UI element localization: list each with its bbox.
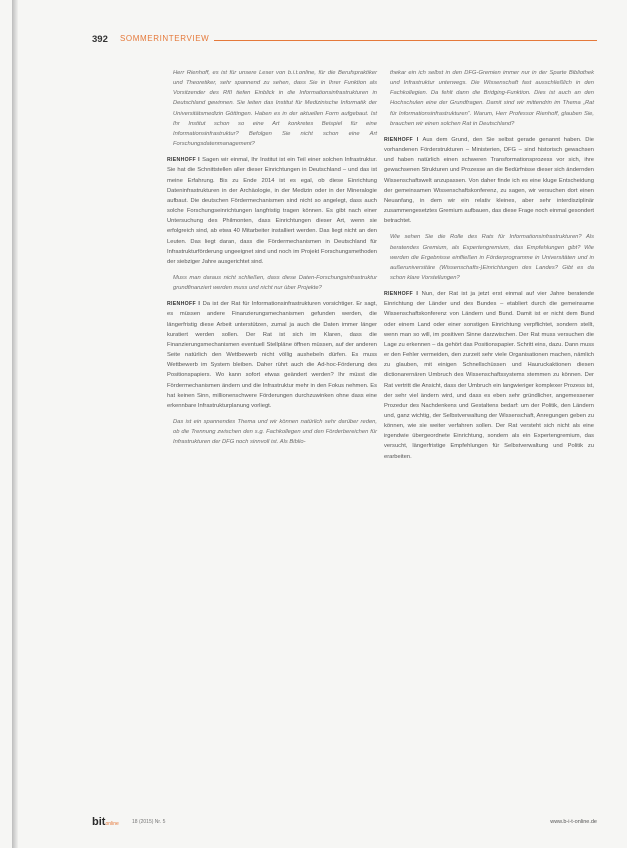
speaker-label: RIENHOFF [384, 136, 413, 143]
magazine-logo: bitonline [92, 816, 119, 828]
interview-question [384, 68, 594, 129]
question-text: thekar ein ich selbst in den DFG-Gremien immer nur in der Sparte Bibliothek und Infrastruktur unterwegs. Die Wissenschaft fast ausschließlich in den Fachkollegien. Da fehlt dann die Bridging-Funktion. Dies ist auch an den Hochschulen eine der Grundfragen. Damit sind wir mittendrin im Thema „Rat für Informationsinfrastrukturen“. Warum, Herr Professor Rienhoff, glauben Sie, brauchen wir einen solchen Rat in Deutschland? [390, 70, 594, 127]
page-header [92, 34, 597, 46]
speaker-label: RIENHOFF [167, 157, 196, 164]
answer-text: Da ist der Rat für Informationsinfrastrukturen vorsichtiger. Er sagt, es müssen andere Finanzierungsmechanismen gefunden werden, die längerfristig diese Arbeit unterstützen, zumal ja auch die Daten immer länger kuratiert werden sollen. Der Rat ist sich im Klaren, dass die Finanzierungsmechanismen eventuell Stellpläne öffnen müssen, auf der anderen Seite natürlich den Wettbewerb nicht völlig aushebeln dürfen. Es muss Wettbewerb im System bleiben. Daher rührt auch die Ad-hoc-Förderung des Positionspapiers. Wo kann sofort etwas geändert werden? Ihr müsst die Fördermechanismen ändern und die Infrastruktur mehr in den Fokus nehmen. Es hat keinen Sinn, millionenschwere Förderungen durchzuwinken ohne dass eine erkennbare Infrastrukturplanung vorliegt. [167, 301, 377, 409]
header-rule [214, 40, 597, 41]
question-text: Herr Rienhoff, es ist für unsere Leser von b.i.t.online, für die Berufspraktiker und Theoretiker, sehr spannend zu sehen, dass Sie in Ihrer Funktion als Vorsitzender des RfII tiefen Einblick in die Informationsinfrastrukturen in Deutschland gewinnen. Sie leiten das Institut für Medizinische Informatik der Universitätsmedizin Göttingen. Haben es in der aktuellen Form aufgebaut. Ist Ihr Institut schon so eine Art konkretes Beispiel für eine Informationsinfrastruktur? Befolgen Sie nicht schon eine Art Forschungsdatenmanagement? [173, 70, 377, 148]
question-text: Wie sehen Sie die Rolle des Rats für Informationsinfrastrukturen? Als beratendes Gremium, als Expertengremium, das Empfehlungen gibt? Wie werden die Ergebnisse einfließen in Förderprogramme in Universitäten und in außeruniversitäre (Wissenschafts-)Einrichtungen des Landes? Gibt es da schon klare Vorstellungen? [390, 234, 594, 281]
interview-question [167, 68, 377, 149]
speaker-label: RIENHOFF [167, 301, 196, 308]
section-title: SOMMERINTERVIEW [120, 34, 210, 43]
speaker-label: RIENHOFF [384, 291, 413, 298]
interview-answer: RIENHOFF I Da ist der Rat für Informationsinfrastrukturen vorsichtiger. Er sagt, es müssen andere Finanzierungsmechanismen gefunden werden, die längerfristig diese Arbeit unterstützen, zumal ja auch die Daten immer länger kuratiert werden sollen. Der Rat ist sich im Klaren, dass die Finanzierungsmechanismen eventuell Stellpläne öffnen müssen, auf der anderen Seite natürlich den Wettbewerb nicht völlig aushebeln dürfen. Es muss Wettbewerb im System bleiben. Daher rührt auch die Ad-hoc-Förderung des Positionspapiers. Wo kann sofort etwas geändert werden? Ihr müsst die Fördermechanismen ändern und die Infrastruktur mehr in den Fokus nehmen. Es hat keinen Sinn, millionenschwere Förderungen durchzuwinken ohne dass eine erkennbare Infrastrukturplanung vorliegt. [167, 301, 377, 409]
interview-question [384, 232, 594, 283]
interview-question [167, 273, 377, 293]
interview-answer: RIENHOFF I Aus dem Grund, den Sie selbst gerade genannt haben. Die vorhandenen Förderstrukturen – Ministerien, DFG – sind historisch gewachsen und haben natürlich einen schweren Transformationsprozess vor sich, ihre gewachsenen Strukturen und Prozesse an die Bedürfnisse dieser sich ändernden Wissenschaftswelt anzupassen. Von daher finde ich es eine kluge Entscheidung der gemeinsamen Wissenschaftskonferenz, zu sagen, wir versuchen dort einen Neuanfang, in dem wir ein relativ kleines, aber sehr interdisziplinär zusammengesetztes Gremium aufbauen, das diese Frage noch einmal gesondert betrachtet. [384, 136, 594, 225]
page-footer [92, 816, 597, 828]
question-text: Das ist ein spannendes Thema und wir können natürlich sehr darüber reden, ob die Trennung zwischen den s.g. Fachkollegen und den Förderbereichen für Infrastrukturen der DFG noch sinnvoll ist. Als Biblio- [173, 419, 377, 446]
page-number: 392 [92, 34, 108, 45]
interview-question [167, 417, 377, 447]
issue-info: 18 (2015) Nr. 5 [132, 819, 166, 825]
right-column [384, 68, 594, 468]
interview-answer: RIENHOFF I Nun, der Rat ist ja jetzt erst einmal auf vier Jahre beratende Einrichtung der Länder und des Bundes – etabliert durch die gemeinsame Wissenschaftskonferenz von Ländern und Bund. Damit ist er nicht dem Bund oder einem Land oder einer sonstigen Einrichtung verpflichtet, sondern stellt, wenn man so will, im positiven Sinne darzwischen. Der Rat muss versuchen die Lage zu erkennen – da gehört das Positionspapier. Schritt eins, dazu. Dann muss er den Fehler vermeiden, den zurzeit sehr viele Organisationen machen, nämlich zu glauben, mit einigen Schnellschüssen und Hauruckaktionen diesen dictionarernären Umbruch des Wissenschaftssystems stemmen zu können. Der Rat vertritt die Ansicht, dass der Umbruch ein langwieriger komplexer Prozess ist, der sehr viel ändern wird, und dass es eben sehr gründlicher, angemessener Prozedur des Nachdenkens und Gestaltens bedarf: um der Politik, den Ländern und, ganz wichtig, der Selbstverwaltung der Wissenschaft, Anregungen geben zu können, wie sie weiter verfahren sollen. Der Rat versteht sich nicht als eine irgendwie übergeordnete Einrichtung, sondern als ein Expertengremium, das versucht, längerfristige Empfehlungen für Selbstverwaltung und Politik zu erarbeiten. [384, 291, 594, 460]
page-fold-shadow [12, 0, 18, 848]
question-text: Muss man daraus nicht schließen, dass diese Daten-Forschungsinfrastruktur grundfinanziert werden muss und nicht nur über Projekte? [173, 274, 377, 292]
website-url: www.b-i-t-online.de [550, 819, 597, 825]
answer-text: Aus dem Grund, den Sie selbst gerade genannt haben. Die vorhandenen Förderstrukturen – Ministerien, DFG – sind historisch gewachsen und haben natürlich einen schweren Transformationsprozess vor sich, ihre gewachsenen Strukturen und Prozesse an die Bedürfnisse dieser sich ändernden Wissenschaftswelt anzupassen. Von daher finde ich es eine kluge Entscheidung der gemeinsamen Wissenschaftskonferenz, zu sagen, wir versuchen dort einen Neuanfang, in dem wir ein relativ kleines, aber sehr interdisziplinär zusammengesetztes Gremium aufbauen, das diese Frage noch einmal gesondert betrachtet. [384, 136, 594, 225]
answer-text: Sagen wir einmal, Ihr Institut ist ein Teil einer solchen Infrastruktur. Sie hat die Schnittstellen aller dieser Einrichtungen in Deutschland – und das ist meine Erfahrung. Bis zu Ende 2014 ist es egal, ob diese Einrichtung Dateninfrastrukturen in der Archäologie, in der Medizin oder in der Mineralogie aufbaut. Die deutschen Fördermechanismen sind nicht so angelegt, dass auch solche Forschungseinrichtungen langfristig tragen können. Es gibt nach einer Untersuchung des Philmonten, dass Einrichtungen dieser Art, wenn sie erfolgreich sind, ab etwa 40 Mitarbeiter installiert werden. Das liegt nicht an den Leuten. Das liegt daran, dass die Fördermechanismen in Deutschland für Infrastrukturförderung ungeeignet sind und noch im Projekt Forschungsmethoden der siebziger Jahre ausgerichtet sind. [167, 157, 377, 265]
answer-text: Nun, der Rat ist ja jetzt erst einmal auf vier Jahre beratende Einrichtung der Länder und des Bundes – etabliert durch die gemeinsame Wissenschaftskonferenz von Ländern und Bund. Damit ist er nicht dem Bund oder einem Land oder einer sonstigen Einrichtung verpflichtet, sondern stellt, wenn man so will, im positiven Sinne darzwischen. Der Rat muss versuchen die Lage zu erkennen – da gehört das Positionspapier. Schritt eins, dazu. Dann muss er den Fehler vermeiden, den zurzeit sehr viele Organisationen machen, nämlich zu glauben, mit einigen Schnellschüssen und Hauruckaktionen diesen dictionarernären Umbruch des Wissenschaftssystems stemmen zu können. Der Rat vertritt die Ansicht, dass der Umbruch ein langwieriger komplexer Prozess ist, der sehr viel ändern wird, und dass es eben sehr gründlicher, angemessener Prozedur des Nachdenkens und Gestaltens bedarf: um der Politik, den Ländern und, ganz wichtig, der Selbstverwaltung der Wissenschaft, Anregungen geben zu können, wie sie weiter verfahren sollen. Der Rat versteht sich nicht als eine irgendwie übergeordnete Einrichtung, sondern als ein Expertengremium, das versucht, längerfristige Empfehlungen für Selbstverwaltung und Politik zu erarbeiten. [384, 291, 594, 460]
interview-answer: RIENHOFF I Sagen wir einmal, Ihr Institut ist ein Teil einer solchen Infrastruktur. Sie hat die Schnittstellen aller dieser Einrichtungen in Deutschland – und das ist meine Erfahrung. Bis zu Ende 2014 ist es egal, ob diese Einrichtung Dateninfrastrukturen in der Archäologie, in der Medizin oder in der Mineralogie aufbaut. Die deutschen Fördermechanismen sind nicht so angelegt, dass auch solche Forschungseinrichtungen langfristig tragen können. Es gibt nach einer Untersuchung des Philmonten, dass Einrichtungen dieser Art, wenn sie erfolgreich sind, ab etwa 40 Mitarbeiter installiert werden. Das liegt nicht an den Leuten. Das liegt daran, dass die Fördermechanismen in Deutschland für Infrastrukturförderung ungeeignet sind und noch im Projekt Forschungsmethoden der siebziger Jahre ausgerichtet sind. [167, 157, 377, 265]
left-column [167, 68, 377, 453]
